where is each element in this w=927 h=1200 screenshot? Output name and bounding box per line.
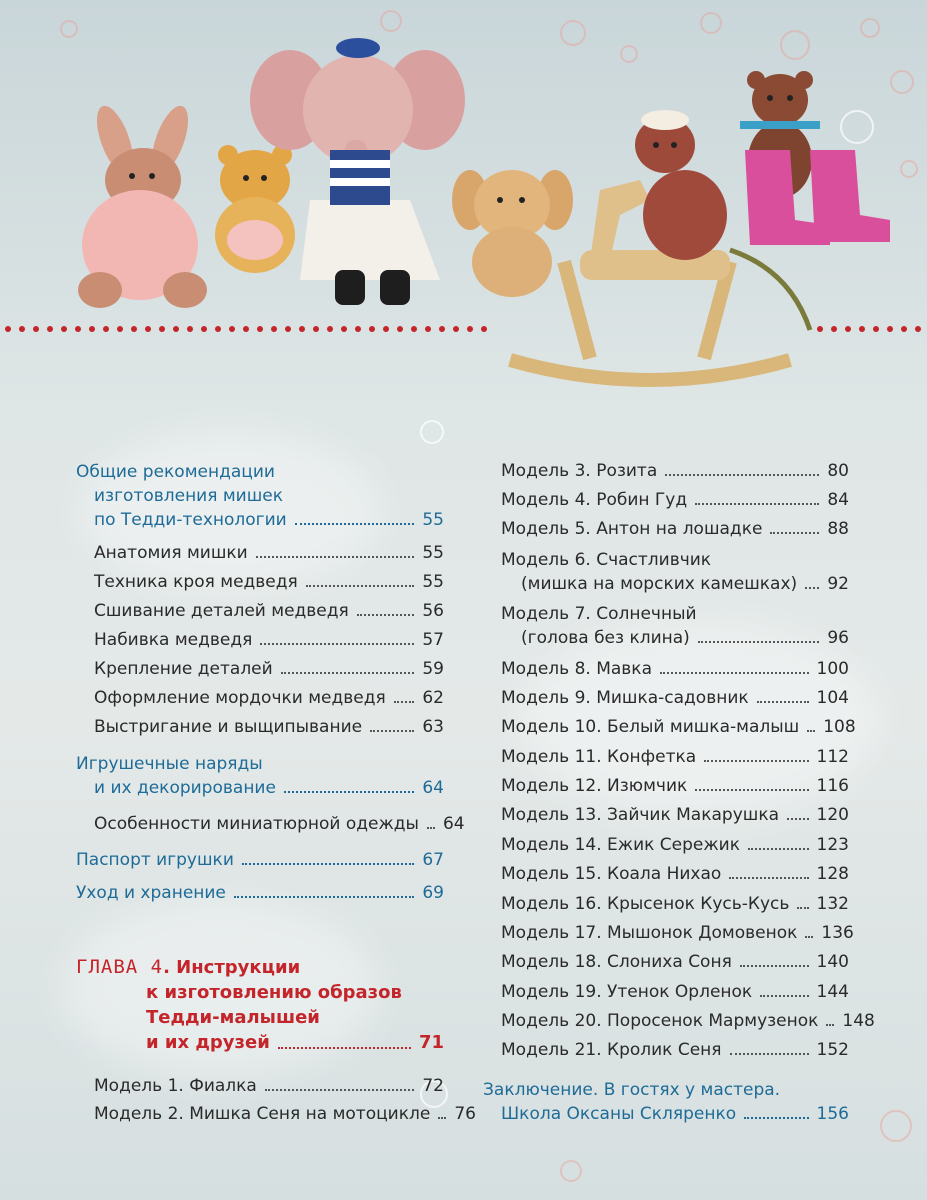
- toc-entry[interactable]: и их декорирование 64: [94, 778, 444, 798]
- toc-entry[interactable]: Уход и хранение 69: [76, 883, 444, 903]
- page-number: 71: [418, 1032, 444, 1053]
- page-number: 64: [442, 814, 465, 834]
- red-teddy-bear-icon: [635, 110, 727, 260]
- toc-entry[interactable]: Модель 3. Розита 80: [501, 461, 849, 481]
- page-number: 63: [422, 717, 444, 737]
- rabbit-toy-icon: [78, 101, 207, 308]
- page-number: 84: [827, 490, 849, 510]
- toc-entry[interactable]: Модель 10. Белый мишка-малыш 108: [501, 717, 856, 737]
- decorative-dotted-line: [0, 323, 927, 335]
- page-number: 55: [422, 572, 444, 592]
- toc-section-title[interactable]: изготовления мишек: [94, 486, 284, 506]
- page-number: 156: [816, 1104, 849, 1124]
- page-number: 92: [827, 574, 849, 594]
- page-number: 104: [816, 688, 849, 708]
- toc-entry[interactable]: Паспорт игрушки 67: [76, 850, 444, 870]
- page-number: 96: [827, 628, 849, 648]
- toc-entry[interactable]: Выстригание и выщипывание 63: [94, 717, 444, 737]
- toc-entry[interactable]: и их друзей 71: [146, 1032, 444, 1053]
- toc-entry[interactable]: Модель 9. Мишка-садовник 104: [501, 688, 849, 708]
- page-number: 116: [816, 776, 849, 796]
- page-number: 123: [816, 835, 849, 855]
- page-number: 57: [422, 630, 444, 650]
- page-number: 67: [422, 850, 444, 870]
- page-number: 148: [842, 1011, 875, 1031]
- toc-entry[interactable]: Модель 18. Слониха Соня 140: [501, 952, 849, 972]
- toc-entry[interactable]: Модель 2. Мишка Сеня на мотоцикле 76: [94, 1104, 476, 1124]
- toc-entry[interactable]: Набивка медведя 57: [94, 630, 444, 650]
- toc-entry[interactable]: Модель 13. Зайчик Макарушка 120: [501, 805, 849, 825]
- page-number: 76: [454, 1104, 476, 1124]
- toc-entry[interactable]: Техника кроя медведя 55: [94, 572, 444, 592]
- page-number: 120: [816, 805, 849, 825]
- page-number: 62: [422, 688, 444, 708]
- page-number: 72: [422, 1076, 444, 1096]
- toc-entry[interactable]: Модель 11. Конфетка 112: [501, 747, 849, 767]
- toc-entry[interactable]: Модель 16. Крысенок Кусь-Кусь 132: [501, 894, 849, 914]
- toc-entry[interactable]: (мишка на морских камешках) 92: [521, 574, 849, 594]
- toc-entry[interactable]: Модель 12. Изюмчик 116: [501, 776, 849, 796]
- page-number: 108: [823, 717, 856, 737]
- page-number: 112: [816, 747, 849, 767]
- page-number: 132: [816, 894, 849, 914]
- page-number: 69: [422, 883, 444, 903]
- toc-section-title[interactable]: Игрушечные наряды: [76, 754, 263, 774]
- toc-entry[interactable]: Модель 17. Мышонок Домовенок 136: [501, 923, 854, 943]
- teddy-bear-icon: [215, 145, 295, 273]
- toc-entry[interactable]: Оформление мордочки медведя 62: [94, 688, 444, 708]
- bear-in-boots-icon: [740, 71, 890, 245]
- page-number: 128: [816, 864, 849, 884]
- toc-entry[interactable]: Модель 1. Фиалка 72: [94, 1076, 444, 1096]
- toc-entry-line[interactable]: Модель 6. Счастливчик: [501, 550, 712, 570]
- toc-entry[interactable]: Модель 14. Ежик Сережик 123: [501, 835, 849, 855]
- toc-entry[interactable]: Крепление деталей 59: [94, 659, 444, 679]
- toc-entry[interactable]: (голова без клина) 96: [521, 628, 849, 648]
- toc-section-title[interactable]: Заключение. В гостях у мастера.: [483, 1080, 781, 1100]
- chapter-heading-line: Тедди-малышей: [146, 1007, 320, 1028]
- toc-entry[interactable]: Модель 21. Кролик Сеня 152: [501, 1040, 849, 1060]
- toc-section-title[interactable]: Общие рекомендации: [76, 462, 275, 482]
- toc-entry[interactable]: Модель 5. Антон на лошадке 88: [501, 519, 849, 539]
- page-number: 55: [422, 543, 444, 563]
- toc-entry[interactable]: Модель 8. Мавка 100: [501, 659, 849, 679]
- page-number: 55: [422, 510, 444, 530]
- toc-entry[interactable]: Модель 4. Робин Гуд 84: [501, 490, 849, 510]
- toc-entry[interactable]: Школа Оксаны Скляренко 156: [501, 1104, 849, 1124]
- toc-entry[interactable]: Сшивание деталей медведя 56: [94, 601, 444, 621]
- page-number: 152: [816, 1040, 849, 1060]
- page-number: 140: [816, 952, 849, 972]
- toc-entry[interactable]: по Тедди-технологии 55: [94, 510, 444, 530]
- puppy-toy-icon: [452, 170, 573, 297]
- page-number: 144: [816, 982, 849, 1002]
- page-number: 56: [422, 601, 444, 621]
- toc-entry[interactable]: Особенности миниатюрной одежды 64: [94, 814, 465, 834]
- page-number: 80: [827, 461, 849, 481]
- toc-entry[interactable]: Анатомия мишки 55: [94, 543, 444, 563]
- page-number: 88: [827, 519, 849, 539]
- page-number: 136: [821, 923, 854, 943]
- toc-entry-line[interactable]: Модель 7. Солнечный: [501, 604, 697, 624]
- toc-entry[interactable]: Модель 20. Поросенок Мармузенок 148: [501, 1011, 875, 1031]
- page-number: 64: [422, 778, 444, 798]
- page-number: 59: [422, 659, 444, 679]
- page-number: 100: [816, 659, 849, 679]
- chapter-word: ГЛАВА 4: [76, 956, 164, 978]
- chapter-heading-line: к изготовлению образов: [146, 982, 402, 1003]
- toc-entry[interactable]: Модель 19. Утенок Орленок 144: [501, 982, 849, 1002]
- toc-entry[interactable]: Модель 15. Коала Нихао 128: [501, 864, 849, 884]
- toys-illustration: [0, 0, 927, 420]
- chapter-heading[interactable]: ГЛАВА 4. Инструкции: [76, 956, 301, 978]
